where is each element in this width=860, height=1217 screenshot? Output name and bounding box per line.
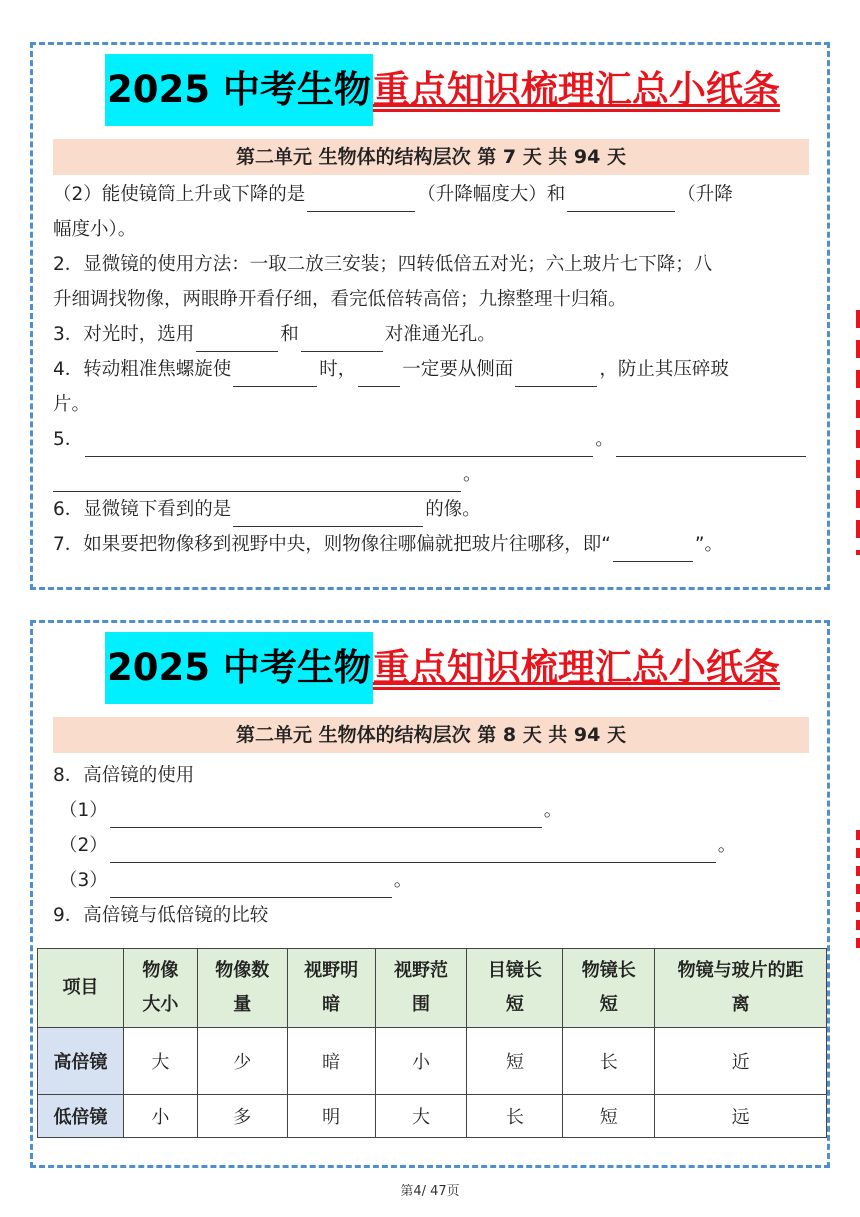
q5-text-c: 。 [463,464,482,485]
table-cell: 远 [655,1095,827,1138]
table-header-cell: 目镜长 短 [467,949,563,1028]
table-cell: 长 [563,1028,655,1095]
table-header-cell: 视野明 暗 [287,949,375,1028]
table-cell: 短 [467,1028,563,1095]
question-line [53,317,813,352]
s3-text-b: 。 [393,870,413,891]
table-row-header: 低倍镜 [38,1095,124,1138]
edge-decoration [856,310,860,555]
table-cell: 长 [467,1095,563,1138]
title-highlight: 2025 中考生物 [105,632,373,704]
table-cell: 小 [375,1028,467,1095]
table-header-cell: 物像 大小 [123,949,197,1028]
table-row-header: 高倍镜 [38,1028,124,1095]
question-line [53,527,813,562]
blank-field [301,325,383,352]
question-line: 9．高倍镜与低倍镜的比较 [53,905,269,926]
table-row [38,1028,827,1095]
table-cell: 小 [123,1095,197,1138]
unit-banner: 第二单元 生物体的结构层次 第 8 天 共 94 天 [53,717,809,753]
q5-text-b: 。 [595,429,614,450]
blank-field [233,500,423,527]
q4-text: 4．转动粗准焦螺旋使 [53,359,232,380]
table-cell: 少 [197,1028,287,1095]
question-line [53,863,813,898]
q3-text-c: 对准通光孔。 [384,324,496,345]
q4-text-c: 一定要从侧面 [402,359,514,380]
s2-text: （2） [59,835,108,856]
table-header-row [38,949,827,1028]
blank-field [307,185,415,212]
question-list [53,177,813,562]
table-header-cell: 物镜长 短 [563,949,655,1028]
q2-text-c: （升降 [677,184,733,205]
title-red: 重点知识梳理汇总小纸条 [372,646,780,689]
question-line: 幅度小）。 [53,219,137,240]
q6-text-b: 的像。 [425,499,481,520]
q3-text: 3．对光时，选用 [53,324,195,345]
table-cell: 暗 [287,1028,375,1095]
q6-text: 6．显微镜下看到的是 [53,499,232,520]
blank-field [110,836,716,863]
blank-field [196,325,278,352]
s1-text: （1） [59,800,108,821]
q2-text: （2）能使镜筒上升或下降的是 [53,184,306,205]
table-header-cell: 物像数 量 [197,949,287,1028]
table-cell: 大 [123,1028,197,1095]
question-line [53,492,813,527]
table-cell: 短 [563,1095,655,1138]
question-line [53,457,813,492]
blank-field [85,430,593,457]
q3-text-b: 和 [280,324,299,345]
s3-text: （3） [59,870,108,891]
question-line: 片。 [53,394,91,415]
question-line: 升细调找物像，两眼睁开看仔细，看完低倍转高倍；九擦整理十归箱。 [53,289,627,310]
table-header-cell: 物镜与玻片的距 离 [655,949,827,1028]
question-line [53,352,813,387]
s2-text-b: 。 [717,835,737,856]
blank-field [53,465,461,492]
card-title [105,57,780,123]
question-line: 2．显微镜的使用方法：一取二放三安装；四转低倍五对光；六上玻片七下降；八 [53,254,713,275]
question-line [53,177,813,212]
q4-text-b: 时， [319,359,357,380]
note-card-day8 [30,620,830,1168]
table-cell: 多 [197,1095,287,1138]
q7-text-b: ”。 [694,534,723,555]
blank-field [233,360,317,387]
title-highlight: 2025 中考生物 [105,54,373,126]
blank-field [358,360,400,387]
table-cell: 明 [287,1095,375,1138]
question-line: 8．高倍镜的使用 [53,765,195,786]
table-cell: 近 [655,1028,827,1095]
question-line [53,793,813,828]
question-list [53,758,813,933]
table-header-cell: 视野范 围 [375,949,467,1028]
question-line [53,828,813,863]
blank-field [515,360,597,387]
table-cell: 大 [375,1095,467,1138]
q7-text: 7．如果要把物像移到视野中央，则物像往哪偏就把玻片往哪移，即“ [53,534,611,555]
q5-text: 5． [53,429,84,450]
edge-decoration [856,830,860,950]
s1-text-b: 。 [543,800,563,821]
table-header-cell: 项目 [38,949,124,1028]
blank-field [616,430,806,457]
unit-banner: 第二单元 生物体的结构层次 第 7 天 共 94 天 [53,139,809,175]
page-number: 第4/ 47页 [400,1184,460,1199]
blank-field [110,801,542,828]
card-title [105,635,780,701]
blank-field [613,535,693,562]
note-card-day7 [30,42,830,590]
title-red: 重点知识梳理汇总小纸条 [372,68,780,111]
table-row [38,1095,827,1138]
comparison-table [37,948,827,1138]
question-line [53,422,813,457]
q4-text-d: ，防止其压碎玻 [599,359,729,380]
blank-field [110,871,392,898]
blank-field [567,185,675,212]
q2-text-b: （升降幅度大）和 [417,184,566,205]
